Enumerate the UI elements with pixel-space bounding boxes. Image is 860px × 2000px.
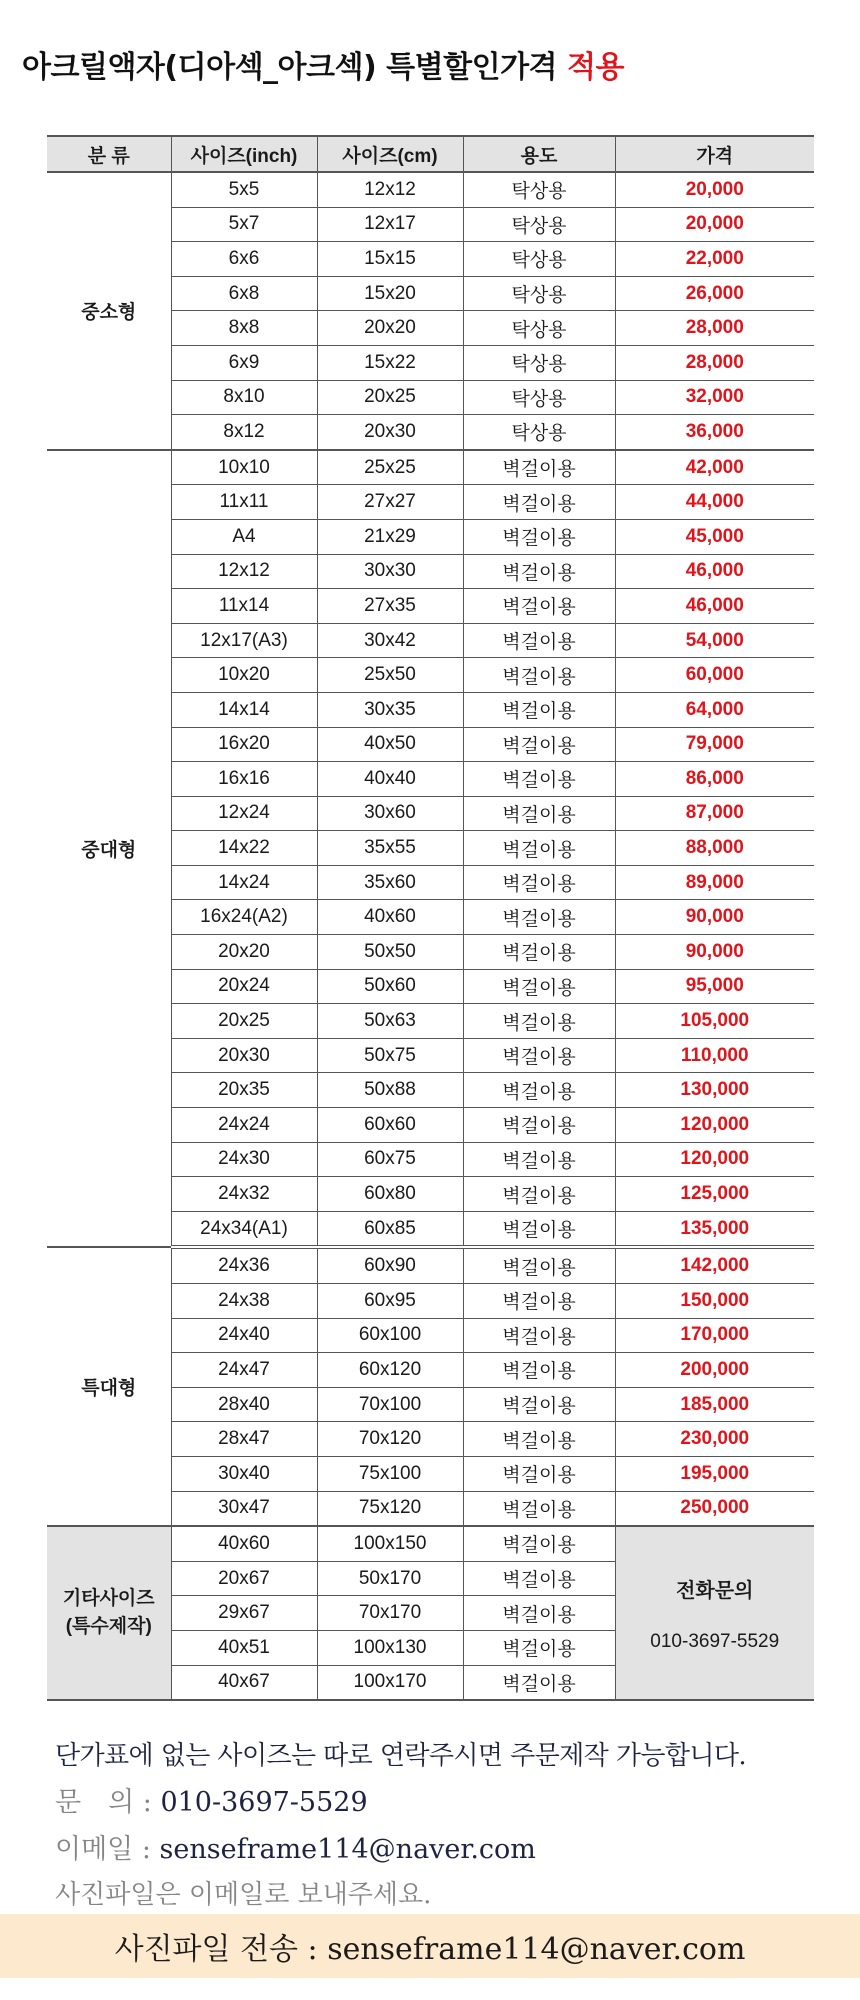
header-size-cm: 사이즈(cm) (317, 136, 463, 172)
size-cm-cell: 70x120 (317, 1422, 463, 1457)
title-accent: 적용 (566, 50, 624, 85)
phone-label: 문 의 : (55, 1787, 161, 1818)
table-row (47, 1526, 814, 1561)
price-cell: 54,000 (615, 623, 814, 658)
use-cell: 벽걸이용 (463, 1456, 615, 1491)
size-inch-cell: 16x16 (171, 762, 317, 797)
price-cell: 120,000 (615, 1108, 814, 1143)
footer-text: 사진파일 전송 : senseframe114@naver.com (114, 1932, 746, 1967)
size-cm-cell: 60x100 (317, 1318, 463, 1353)
size-inch-cell: 20x20 (171, 935, 317, 970)
size-cm-cell: 35x55 (317, 831, 463, 866)
size-cm-cell: 100x130 (317, 1630, 463, 1665)
price-cell: 28,000 (615, 311, 814, 346)
size-cm-cell: 75x100 (317, 1456, 463, 1491)
price-cell: 32,000 (615, 380, 814, 415)
price-cell: 90,000 (615, 935, 814, 970)
size-cm-cell: 50x50 (317, 935, 463, 970)
size-cm-cell: 60x95 (317, 1284, 463, 1319)
size-cm-cell: 50x75 (317, 1038, 463, 1073)
category-cell: 중소형 (47, 172, 171, 450)
use-cell: 벽걸이용 (463, 450, 615, 485)
size-cm-cell: 100x150 (317, 1526, 463, 1561)
size-inch-cell: 30x47 (171, 1491, 317, 1526)
use-cell: 벽걸이용 (463, 1211, 615, 1247)
size-inch-cell: 24x32 (171, 1177, 317, 1212)
size-inch-cell: 20x24 (171, 969, 317, 1004)
size-cm-cell: 100x170 (317, 1665, 463, 1700)
price-cell: 89,000 (615, 865, 814, 900)
table-row (47, 1247, 814, 1283)
size-cm-cell: 20x25 (317, 380, 463, 415)
price-cell: 90,000 (615, 900, 814, 935)
table-row (47, 172, 814, 207)
price-cell: 105,000 (615, 1004, 814, 1039)
size-inch-cell: 12x17(A3) (171, 623, 317, 658)
use-cell: 벽걸이용 (463, 762, 615, 797)
price-cell: 64,000 (615, 692, 814, 727)
size-cm-cell: 50x170 (317, 1561, 463, 1596)
size-inch-cell: 11x11 (171, 485, 317, 520)
size-inch-cell: 24x34(A1) (171, 1211, 317, 1247)
photo-hint: 사진파일은 이메일로 보내주세요. (55, 1880, 432, 1910)
size-cm-cell: 70x100 (317, 1387, 463, 1422)
size-inch-cell: 24x40 (171, 1318, 317, 1353)
size-cm-cell: 27x27 (317, 485, 463, 520)
use-cell: 탁상용 (463, 276, 615, 311)
use-cell: 벽걸이용 (463, 1596, 615, 1631)
size-inch-cell: 40x60 (171, 1526, 317, 1561)
header-price: 가격 (615, 136, 814, 172)
info-section (55, 1735, 746, 1911)
size-cm-cell: 30x60 (317, 796, 463, 831)
use-cell: 벽걸이용 (463, 1526, 615, 1561)
size-inch-cell: 28x40 (171, 1387, 317, 1422)
price-cell: 195,000 (615, 1456, 814, 1491)
size-cm-cell: 12x12 (317, 172, 463, 207)
price-cell: 46,000 (615, 554, 814, 589)
price-cell: 125,000 (615, 1177, 814, 1212)
size-inch-cell: 16x20 (171, 727, 317, 762)
use-cell: 벽걸이용 (463, 692, 615, 727)
use-cell: 벽걸이용 (463, 1353, 615, 1388)
size-cm-cell: 25x50 (317, 658, 463, 693)
table-header-row (47, 136, 814, 172)
category-special-line1: 기타사이즈 (62, 1587, 155, 1609)
price-cell: 60,000 (615, 658, 814, 693)
use-cell: 벽걸이용 (463, 969, 615, 1004)
price-cell: 200,000 (615, 1353, 814, 1388)
size-inch-cell: 10x10 (171, 450, 317, 485)
price-cell: 20,000 (615, 172, 814, 207)
size-inch-cell: 5x7 (171, 207, 317, 242)
use-cell: 벽걸이용 (463, 623, 615, 658)
use-cell: 벽걸이용 (463, 1142, 615, 1177)
use-cell: 벽걸이용 (463, 1665, 615, 1700)
use-cell: 탁상용 (463, 345, 615, 380)
size-inch-cell: 29x67 (171, 1596, 317, 1631)
size-inch-cell: 40x51 (171, 1630, 317, 1665)
size-inch-cell: 24x30 (171, 1142, 317, 1177)
size-cm-cell: 20x30 (317, 415, 463, 450)
use-cell: 벽걸이용 (463, 1108, 615, 1143)
category-cell: 특대형 (47, 1247, 171, 1526)
use-cell: 벽걸이용 (463, 865, 615, 900)
price-cell: 87,000 (615, 796, 814, 831)
price-cell: 185,000 (615, 1387, 814, 1422)
size-inch-cell: 28x47 (171, 1422, 317, 1457)
size-cm-cell: 60x75 (317, 1142, 463, 1177)
size-cm-cell: 40x60 (317, 900, 463, 935)
use-cell: 탁상용 (463, 380, 615, 415)
size-cm-cell: 30x35 (317, 692, 463, 727)
price-cell: 20,000 (615, 207, 814, 242)
use-cell: 탁상용 (463, 415, 615, 450)
price-cell: 170,000 (615, 1318, 814, 1353)
size-inch-cell: 12x12 (171, 554, 317, 589)
size-cm-cell: 60x90 (317, 1247, 463, 1283)
size-cm-cell: 60x85 (317, 1211, 463, 1247)
size-inch-cell: 11x14 (171, 589, 317, 624)
size-cm-cell: 15x15 (317, 242, 463, 277)
size-cm-cell: 30x42 (317, 623, 463, 658)
use-cell: 벽걸이용 (463, 1004, 615, 1039)
title-main: 아크릴액자(디아섹_아크섹) 특별할인가격 (22, 50, 558, 85)
use-cell: 벽걸이용 (463, 1284, 615, 1319)
header-category: 분 류 (47, 136, 171, 172)
price-cell: 110,000 (615, 1038, 814, 1073)
price-cell: 42,000 (615, 450, 814, 485)
size-cm-cell: 15x20 (317, 276, 463, 311)
size-cm-cell: 20x20 (317, 311, 463, 346)
size-inch-cell: 20x30 (171, 1038, 317, 1073)
email-label: 이메일 : (55, 1834, 160, 1865)
size-inch-cell: 16x24(A2) (171, 900, 317, 935)
footer-bar (0, 1914, 860, 1978)
use-cell: 벽걸이용 (463, 1038, 615, 1073)
use-cell: 벽걸이용 (463, 1491, 615, 1526)
size-cm-cell: 40x50 (317, 727, 463, 762)
size-cm-cell: 25x25 (317, 450, 463, 485)
price-cell: 79,000 (615, 727, 814, 762)
size-cm-cell: 60x60 (317, 1108, 463, 1143)
price-cell: 120,000 (615, 1142, 814, 1177)
price-cell: 44,000 (615, 485, 814, 520)
phone-inquiry-cell (615, 1526, 814, 1700)
price-cell: 95,000 (615, 969, 814, 1004)
use-cell: 탁상용 (463, 172, 615, 207)
size-cm-cell: 75x120 (317, 1491, 463, 1526)
table-row (47, 450, 814, 485)
size-cm-cell: 30x30 (317, 554, 463, 589)
page-title (22, 42, 624, 86)
size-cm-cell: 15x22 (317, 345, 463, 380)
category-special-line2: (특수제작) (65, 1616, 152, 1638)
use-cell: 탁상용 (463, 207, 615, 242)
use-cell: 탁상용 (463, 242, 615, 277)
size-cm-cell: 50x88 (317, 1073, 463, 1108)
price-cell: 150,000 (615, 1284, 814, 1319)
size-inch-cell: 14x22 (171, 831, 317, 866)
price-cell: 45,000 (615, 519, 814, 554)
use-cell: 벽걸이용 (463, 519, 615, 554)
use-cell: 벽걸이용 (463, 935, 615, 970)
use-cell: 벽걸이용 (463, 1177, 615, 1212)
size-cm-cell: 35x60 (317, 865, 463, 900)
use-cell: 탁상용 (463, 311, 615, 346)
size-cm-cell: 50x63 (317, 1004, 463, 1039)
size-inch-cell: 24x36 (171, 1247, 317, 1283)
header-size-inch: 사이즈(inch) (171, 136, 317, 172)
custom-size-note: 단가표에 없는 사이즈는 따로 연락주시면 주문제작 가능합니다. (55, 1741, 747, 1771)
size-cm-cell: 12x17 (317, 207, 463, 242)
use-cell: 벽걸이용 (463, 1073, 615, 1108)
size-inch-cell: 40x67 (171, 1665, 317, 1700)
price-table (47, 135, 814, 1701)
size-inch-cell: 14x14 (171, 692, 317, 727)
size-cm-cell: 27x35 (317, 589, 463, 624)
use-cell: 벽걸이용 (463, 1387, 615, 1422)
size-inch-cell: 14x24 (171, 865, 317, 900)
size-inch-cell: 20x25 (171, 1004, 317, 1039)
use-cell: 벽걸이용 (463, 831, 615, 866)
use-cell: 벽걸이용 (463, 554, 615, 589)
use-cell: 벽걸이용 (463, 900, 615, 935)
use-cell: 벽걸이용 (463, 1247, 615, 1283)
use-cell: 벽걸이용 (463, 796, 615, 831)
price-cell: 26,000 (615, 276, 814, 311)
table-body (47, 172, 814, 1700)
price-cell: 142,000 (615, 1247, 814, 1283)
price-cell: 230,000 (615, 1422, 814, 1457)
size-inch-cell: 8x10 (171, 380, 317, 415)
size-inch-cell: 24x38 (171, 1284, 317, 1319)
use-cell: 벽걸이용 (463, 589, 615, 624)
size-cm-cell: 40x40 (317, 762, 463, 797)
size-inch-cell: 24x47 (171, 1353, 317, 1388)
use-cell: 벽걸이용 (463, 1630, 615, 1665)
price-cell: 86,000 (615, 762, 814, 797)
size-cm-cell: 21x29 (317, 519, 463, 554)
size-inch-cell: 6x9 (171, 345, 317, 380)
size-inch-cell: 8x12 (171, 415, 317, 450)
header-use: 용도 (463, 136, 615, 172)
price-cell: 28,000 (615, 345, 814, 380)
price-cell: 135,000 (615, 1211, 814, 1247)
size-inch-cell: 30x40 (171, 1456, 317, 1491)
email-value: senseframe114@naver.com (159, 1834, 536, 1865)
size-inch-cell: 20x67 (171, 1561, 317, 1596)
use-cell: 벽걸이용 (463, 485, 615, 520)
size-inch-cell: A4 (171, 519, 317, 554)
size-cm-cell: 60x80 (317, 1177, 463, 1212)
category-cell: 중대형 (47, 450, 171, 1248)
size-inch-cell: 6x8 (171, 276, 317, 311)
size-cm-cell: 70x170 (317, 1596, 463, 1631)
use-cell: 벽걸이용 (463, 1422, 615, 1457)
phone-inquiry-number: 010-3697-5529 (650, 1630, 780, 1652)
price-cell: 46,000 (615, 589, 814, 624)
phone-inquiry-label: 전화문의 (676, 1579, 754, 1602)
email-line (55, 1827, 746, 1866)
price-cell: 130,000 (615, 1073, 814, 1108)
price-cell: 88,000 (615, 831, 814, 866)
size-inch-cell: 10x20 (171, 658, 317, 693)
size-inch-cell: 5x5 (171, 172, 317, 207)
size-inch-cell: 6x6 (171, 242, 317, 277)
phone-value: 010-3697-5529 (160, 1787, 368, 1818)
use-cell: 벽걸이용 (463, 727, 615, 762)
use-cell: 벽걸이용 (463, 658, 615, 693)
price-cell: 250,000 (615, 1491, 814, 1526)
size-inch-cell: 12x24 (171, 796, 317, 831)
phone-line (55, 1780, 746, 1819)
size-cm-cell: 50x60 (317, 969, 463, 1004)
price-cell: 36,000 (615, 415, 814, 450)
size-cm-cell: 60x120 (317, 1353, 463, 1388)
use-cell: 벽걸이용 (463, 1318, 615, 1353)
size-inch-cell: 24x24 (171, 1108, 317, 1143)
price-cell: 22,000 (615, 242, 814, 277)
size-inch-cell: 8x8 (171, 311, 317, 346)
size-inch-cell: 20x35 (171, 1073, 317, 1108)
category-cell-special (47, 1526, 171, 1700)
use-cell: 벽걸이용 (463, 1561, 615, 1596)
